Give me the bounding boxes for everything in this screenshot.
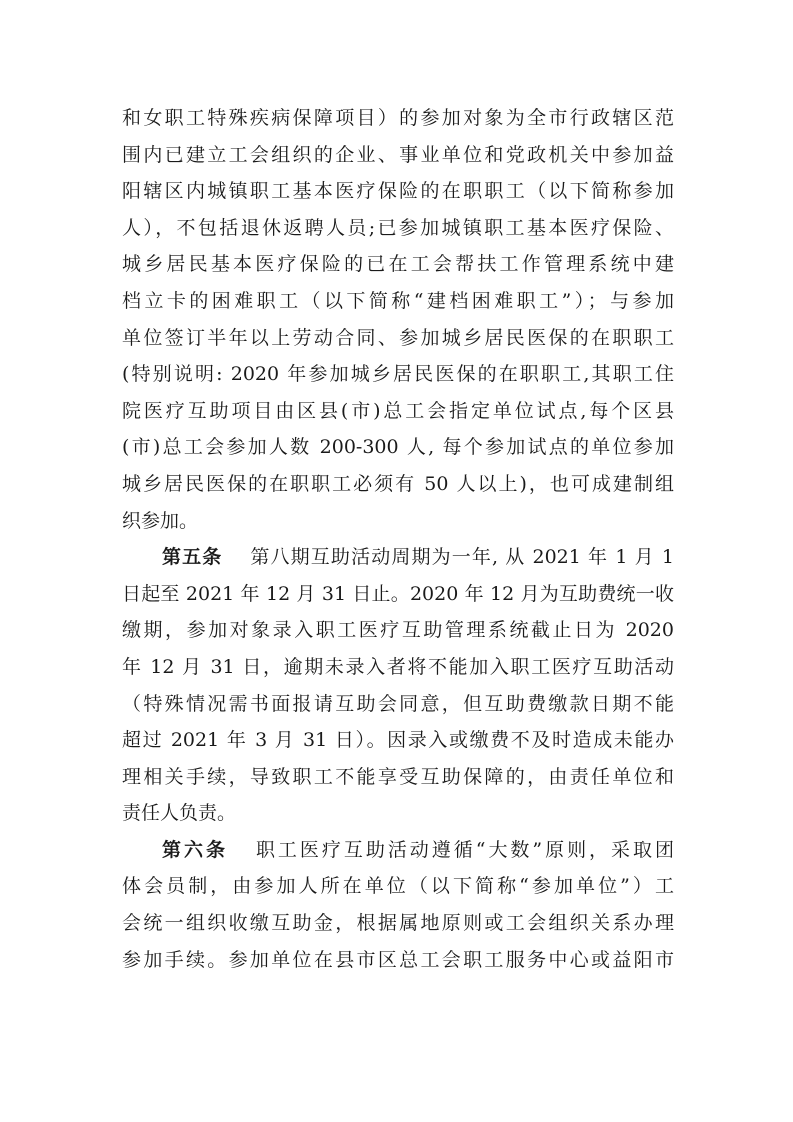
text-line: 责任人负责。 [122,802,237,825]
text-line: 阳辖区内城镇职工基本医疗保险的在职职工（以下简称参加 [122,180,674,203]
text-line: 日起至 2021 年 12 月 31 日止。2020 年 12 月为互助费统一收 [122,582,674,605]
article-text: 职工医疗互助活动遵循“大数”原则，采取团 [255,838,674,861]
text-line: 会统一组织收缴互助金，根据属地原则或工会组织关系办理 [122,912,674,935]
text-line: 院医疗互助项目由区县(市)总工会指定单位试点,每个区县 [122,399,674,422]
text-line: 单位签订半年以上劳动合同、参加城乡居民医保的在职职工 [122,326,674,349]
text-line: 理相关手续，导致职工不能享受互助保障的，由责任单位和 [122,765,674,788]
text-line: 参加手续。参加单位在县市区总工会职工服务中心或益阳市 [122,948,674,971]
article-heading: 第六条 [162,838,228,861]
article-heading: 第五条 [162,546,223,569]
text-line: 围内已建立工会组织的企业、事业单位和党政机关中参加益 [122,143,674,166]
text-line: 织参加。 [122,509,199,532]
text-line: （特殊情况需书面报请互助会同意，但互助费缴款日期不能 [122,692,674,715]
text-line [122,832,674,869]
article-6 [122,832,674,978]
document-body [122,100,674,978]
text-line [122,539,674,576]
article-5 [122,539,674,832]
text-line: (特别说明: 2020 年参加城乡居民医保的在职职工,其职工住 [122,363,674,386]
text-line: 年 12 月 31 日，逾期未录入者将不能加入职工医疗互助活动 [122,655,674,678]
paragraph-1 [122,100,674,539]
text-line: 城乡居民基本医疗保险的已在工会帮扶工作管理系统中建 [122,253,674,276]
text-line: 缴期，参加对象录入职工医疗互助管理系统截止日为 2020 [122,619,674,642]
text-line: 城乡居民医保的在职职工必须有 50 人以上)，也可成建制组 [122,472,674,495]
text-line: (市)总工会参加人数 200-300 人, 每个参加试点的单位参加 [122,436,674,459]
text-line: 体会员制，由参加人所在单位（以下简称“参加单位”）工 [122,875,674,898]
text-line: 和女职工特殊疾病保障项目）的参加对象为全市行政辖区范 [122,107,674,129]
text-line: 人），不包括退休返聘人员;已参加城镇职工基本医疗保险、 [122,216,674,239]
article-text: 第八期互助活动周期为一年, 从 2021 年 1 月 1 [250,546,674,569]
text-line: 档立卡的困难职工（以下简称“建档困难职工”）；与参加 [122,289,674,312]
text-line: 超过 2021 年 3 月 31 日）。因录入或缴费不及时造成未能办 [122,729,674,752]
